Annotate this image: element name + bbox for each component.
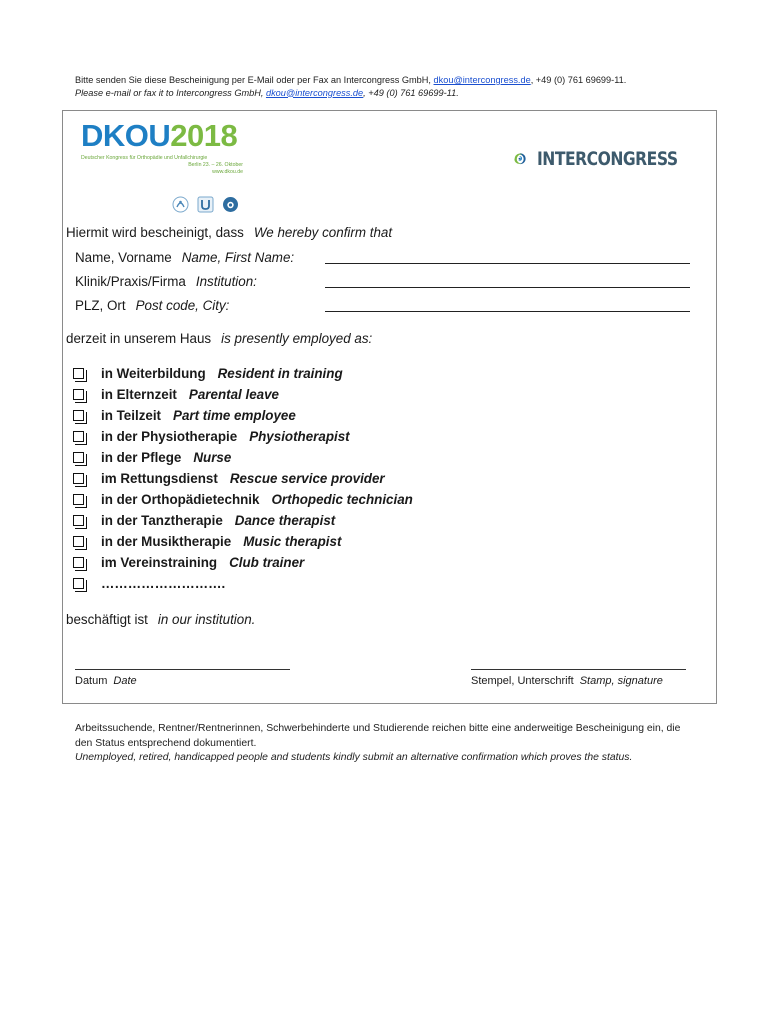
intro-de-suffix: , +49 (0) 761 69699-11. — [530, 75, 627, 85]
checkbox[interactable] — [73, 515, 84, 526]
footer-note — [75, 722, 685, 766]
dkou-logo-dates: Berlin 23. – 26. Oktober — [188, 162, 243, 168]
intercongress-name: INTERCONGRESS — [536, 148, 678, 170]
option-music-therapist[interactable]: in der Musiktherapie Music therapist — [73, 534, 341, 549]
option-part-time[interactable]: in Teilzeit Part time employee — [73, 408, 296, 423]
intro-en-prefix: Please e-mail or fax it to Intercongress GmbH, — [75, 87, 266, 98]
option-nurse[interactable]: in der Pflege Nurse — [73, 450, 231, 465]
dkou-logo-subtitle: Deutscher Kongress für Orthopädie und Unfallchirurgie — [81, 155, 208, 161]
checkbox[interactable] — [73, 368, 84, 379]
option-resident[interactable]: in Weiterbildung Resident in training — [73, 366, 343, 381]
intro-en-email-link[interactable]: dkou@intercongress.de — [265, 87, 364, 98]
checkbox[interactable] — [73, 410, 84, 421]
footer-en: Unemployed, retired, handicapped people and students kindly submit an alternative confirmation which proves the status. — [75, 752, 633, 763]
institution-input-line[interactable] — [325, 287, 690, 288]
stamp-label: Stempel, Unterschrift Stamp, signature — [471, 675, 663, 687]
footer-de: Arbeitssuchende, Rentner/Rentnerinnen, Schwerbehinderte und Studierende reichen bitte eine anderweitige Bescheinigung ein, die den Status entsprechend dokumentiert. — [75, 723, 681, 749]
option-other[interactable]: ………………………. — [73, 576, 225, 591]
stamp-signature-line[interactable] — [471, 669, 686, 670]
city-input-line[interactable] — [325, 311, 690, 312]
intercongress-swirl-icon — [513, 131, 527, 187]
checkbox[interactable] — [73, 557, 84, 568]
orthopaedics-icon — [196, 195, 215, 214]
intro-en — [75, 87, 715, 100]
dkou-logo-url: www.dkou.de — [212, 169, 243, 175]
option-club-trainer[interactable]: im Vereinstraining Club trainer — [73, 555, 304, 570]
intercongress-logo — [513, 129, 708, 189]
checkbox[interactable] — [73, 452, 84, 463]
checkbox[interactable] — [73, 473, 84, 484]
society-icon — [171, 195, 190, 214]
field-label-institution: Klinik/Praxis/Firma Institution: — [75, 274, 257, 289]
option-rescue-service[interactable]: im Rettungsdienst Rescue service provider — [73, 471, 385, 486]
option-orthopedic-technician[interactable]: in der Orthopädietechnik Orthopedic technician — [73, 492, 413, 507]
checkbox[interactable] — [73, 494, 84, 505]
option-physiotherapist[interactable]: in der Physiotherapie Physiotherapist — [73, 429, 350, 444]
intro-de — [75, 74, 715, 87]
name-input-line[interactable] — [325, 263, 690, 264]
date-signature-line[interactable] — [75, 669, 290, 670]
checkbox[interactable] — [73, 536, 84, 547]
checkbox[interactable] — [73, 389, 84, 400]
dkou-logo-title: DKOU2018 — [81, 118, 238, 153]
confirm-line: Hiermit wird bescheinigt, dass We hereby confirm that — [66, 225, 393, 240]
option-dance-therapist[interactable]: in der Tanztherapie Dance therapist — [73, 513, 335, 528]
dkou-logo — [81, 119, 256, 189]
field-label-city: PLZ, Ort Post code, City: — [75, 298, 230, 313]
trauma-icon — [221, 195, 240, 214]
checkbox[interactable] — [73, 431, 84, 442]
date-label: Datum Date — [75, 675, 137, 687]
intro-de-email-link[interactable]: dkou@intercongress.de — [433, 75, 531, 85]
checkbox[interactable] — [73, 578, 84, 589]
option-parental-leave[interactable]: in Elternzeit Parental leave — [73, 387, 279, 402]
certificate-form — [62, 110, 717, 704]
closing-line: beschäftigt ist in our institution. — [66, 612, 256, 627]
intro-text — [75, 74, 715, 99]
field-label-name: Name, Vorname Name, First Name: — [75, 250, 295, 265]
intro-de-prefix: Bitte senden Sie diese Bescheinigung per E-Mail oder per Fax an Intercongress GmbH, — [75, 75, 434, 85]
society-logos — [171, 195, 240, 217]
employment-line: derzeit in unserem Haus is presently employed as: — [66, 331, 373, 346]
intro-en-suffix: , +49 (0) 761 69699-11. — [363, 87, 459, 98]
